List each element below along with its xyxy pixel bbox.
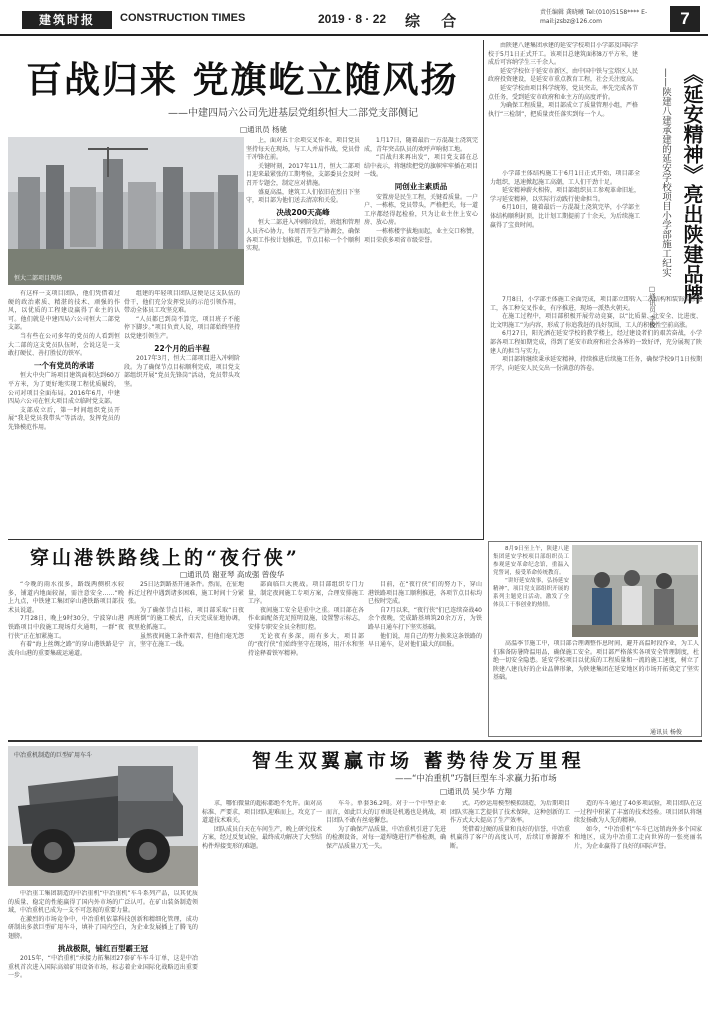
paragraph: 中冶重工集团制造的中冶重机“中冶重机”车斗系列产品，以其优质的质量、稳定的性能赢得了国内外市场的广泛认可。在矿山装备制造领域，中冶重机已成为一支不可忽视的重要力量。: [8, 890, 198, 915]
story4-column-2: [326, 800, 446, 1018]
paragraph: 7月8日，小学部主体施工全面完成，项目部立即转入二次结构和装饰装修施工，各工种交叉作业，有序推进，现场一派热火朝天。: [490, 296, 702, 312]
paragraph: “今晚的雨水很多，路线两侧积水较多，铺道内地面较湿，需注意安全……”晚上九点，中铁建工集团穿山港铁路项目部技术员说道。: [8, 581, 124, 614]
story1-headline: 百战归来 党旗屹立随风扬: [26, 59, 459, 101]
subheading: 22个月的后半程: [154, 343, 210, 353]
photo-city-caption: 恒大二部项目现场: [14, 275, 63, 282]
paragraph: 有这样一支项目团队，他们凭借着过硬的政治素质、精湛的技术、顽强的作风，以优质的工程建设赢得了业主的认可。他们就是中建四局六公司恒大二部党支部。: [8, 290, 120, 332]
paragraph: 无论夜有多深，雨有多大，项目部的“夜行侠”们始终坚守在现场，用汗水和坚持诠释着铁军精神。: [248, 632, 364, 657]
editor-info: 责任编辑 龚晓曦 Tel:(010)5158**** E-mail:jzsbz@126.com: [540, 9, 648, 25]
paragraph: 安置房是民生工程，关键看质量。一户户、一栋栋，党员带头，严格把关，每一道工序都经得起检验，只为让业主住上安心房、放心房。: [364, 193, 478, 227]
caption-line: 8月9日至上午，陕建八建集团延安学校项目部组织员工参观延安革命纪念馆，重温入党誓词，接受革命传统教育。: [493, 546, 569, 576]
paragraph: 自7月以来，“夜行侠”们已连续奋战40余个夜晚，完成路基填筑20余万方，为铁路早日通车打下坚实基础。: [368, 606, 482, 631]
paragraph: 在激烈的市场竞争中，中冶重机依靠科技创新和精细化管理，成功研制出多款巨型矿用车斗，填补了国内空白，为企业发展插上了腾飞的翅膀。: [8, 915, 198, 940]
paragraph: 7月28日，晚上9时30分，宁波穿山港铁路项目中段施工现场灯火通明，一群“夜行侠”正在加紧施工。: [8, 615, 124, 640]
lower-byline: 通讯员 杨俊: [650, 729, 682, 736]
story2-headline: 《延安精神》亮出陕建品牌: [680, 64, 704, 304]
paragraph: 部面临巨大挑战。项目部组织专门力量，制定夜间施工专项方案，合理安排施工工序。: [248, 581, 364, 606]
issue-date: 2019 · 8 · 22: [318, 12, 387, 26]
paragraph: 为了确保节点目标，项目部采取“日夜两班倒”的施工模式，白天完成征地协调，夜里抢抓施工。: [128, 606, 244, 631]
story3-column-4: [368, 581, 482, 731]
paragraph: 小学部主体结构施工于6月1日正式开始，项目部全力组织，迅速掀起施工高潮，工人们干劲十足。: [490, 170, 640, 186]
paragraph: 延安学校位于延安市新区，由中国中铁与宝塔区人民政府投资建设，是延安市重点教育工程，社会关注度高。: [488, 67, 638, 84]
story4-intro: [8, 890, 198, 1018]
paragraph: 项目部将继续秉承延安精神，持续推进后续施工任务，确保学校9月1日按期开学，向延安人民交出一份满意的答卷。: [490, 356, 702, 372]
paragraph: 一栋栋楼宇拔地而起，业主交口称赞，项目荣获多项省市级荣誉。: [364, 227, 478, 244]
story3-headline: 穿山港铁路线上的“夜行侠”: [30, 547, 300, 569]
story3-column-3: [248, 581, 364, 731]
paragraph: “百战归来再出发”，项目党支部在总结中表示，将继续把党的旗帜牢牢插在项目一线。: [364, 154, 478, 179]
paragraph: 为了确保产品质量，中冶重机引进了先进的检测设备，对每一道焊缝进行严格检测，确保产品质量万无一失。: [326, 825, 446, 850]
caption-line: “讲好延安故事，弘扬延安精神”，项目党支部组织开展的系列主题党日活动，激发了全体员工干事创业的热情。: [493, 578, 569, 608]
photo-workers: [572, 545, 698, 637]
paragraph: 如今，“中冶重机”车斗已远销海外多个国家和地区，成为中冶重工走向世界的一张亮丽名片，为企业赢得了良好的国际声誉。: [574, 825, 702, 850]
paragraph: 虽然夜间施工条件艰苦，但他们毫无怨言，坚守在施工一线。: [128, 632, 244, 649]
paragraph: 高温季节施工中，项目部合理调整作息时间，避开高温时段作业，为工人们准备防暑降温用品，确保施工安全。项目部严格落实各项安全管理制度，杜绝一切安全隐患。延安学校项目以优质的工程质量和一流的施工速度，树立了陕建八建良好的企业品牌形象，为陕建集团在延安地区的市场开拓奠定了坚实基础。: [493, 640, 699, 682]
photo-mining-truck: [8, 746, 198, 886]
newspaper-logo: 建筑时报: [22, 11, 112, 29]
english-title: CONSTRUCTION TIMES: [120, 12, 246, 24]
story2-full-text: [490, 296, 702, 531]
paragraph: 恒大二部进入冲刺阶段后，班组和管理人员齐心协力，每周召开生产协调会，确保各项工作按计划推进，节点目标一个个顺利实现。: [246, 219, 360, 253]
story3-column-1: [8, 581, 124, 731]
paragraph: 式。巧妙运用模型模拟制造，为后期项目团队实施工艺提供了技术保障，这种创新的工作方式大大提高了生产效率。: [450, 800, 570, 825]
paragraph: 支部成立后，第一时间组织党员开展“我是党员我带头”等活动，发挥党员的先锋模范作用。: [8, 406, 120, 431]
paragraph: 恒大中央广场项目建筑面积达到60万平方米，为了更好地实现工程优质履约，公司对项目全面布局。2016年6月，中建四局六公司在恒大项目成立临时党支部。: [8, 372, 120, 406]
section-divider: [8, 740, 702, 742]
story1-subhead: ——中建四局六公司先进基层党组织恒大二部党支部侧记: [168, 108, 418, 119]
story3-byline: □通讯员 谢亚琴 高成强 曾俊华: [180, 570, 285, 579]
paragraph: 当有些在公司多年的党员的人看到恒大二部的这支党员队伍时，会说这是一支敢打硬仗、善打胜仗的铁军。: [8, 332, 120, 358]
paragraph: 为确保工程质量，项目部成立了质量管理小组，严格执行“三检制”，把质量责任落实到每一个人。: [488, 102, 638, 118]
photo-caption: [493, 545, 569, 637]
story4-column-4: [574, 800, 702, 1018]
section-name: 综 合: [405, 12, 465, 30]
column-divider: [483, 40, 484, 540]
page-number: 7: [670, 6, 700, 32]
paragraph: 有着“海上丝绸之路”的穿山港铁路是宁波舟山港的重要集疏运通道。: [8, 641, 124, 657]
subheading: 一个有党员的承诺: [34, 360, 94, 370]
story2-byline: □通讯员 李俊: [648, 285, 656, 328]
paragraph: 2015年，“中冶重机”承接力拓集团27套矿车车斗订单，这是中冶重机首次进入国际高端矿用设备市场，标志着企业国际化战略迈出重要一步。: [8, 955, 198, 980]
story1-column-2: [124, 290, 240, 536]
paragraph: 造的车斗通过了40多项试验，项目团队在这一过程中积累了丰富的技术经验。项目团队将继续发扬敢为人先的精神。: [574, 800, 702, 825]
paragraph: 在施工过程中，项目部积极开展劳动竞赛，以“比质量、比安全、比进度、比文明施工”为内容，形成了你追我赶的良好氛围，工人的积极性空前高涨。: [490, 313, 702, 329]
paragraph: 6月27日，阳光洒在延安学校的教学楼上，经过建设者们的艰苦奋战，小学部各项工程如期完成，得到了延安市政府和社会各界的一致好评，充分展现了陕建人的担当与实力。: [490, 330, 702, 355]
paragraph: 求，哪怕微量的超标都绝不允许。面对高标准、严要求，项目团队迎难而上，攻克了一道道技术难关。: [202, 800, 322, 825]
paragraph: “人员都已到岗不算完，项目班子不能停下脚步。”项目负责人说，项目部始终坚持以党建引领生产。: [124, 315, 240, 340]
paragraph: 凭借着过硬的质量和良好的信誉，中冶重机赢得了客户的高度认可，后续订单源源不断。: [450, 825, 570, 850]
story1-column-3: [246, 137, 360, 537]
story2-column-2: [490, 170, 640, 290]
paragraph: 组建的年轻项目团队这便是这支队伍的骨干，他们充分发挥党员的示范引领作用，带动全体员工攻坚克难。: [124, 290, 240, 315]
subheading: 挑战极限，铺红百型霸王冠: [58, 943, 148, 953]
paragraph: 盛夏高温，建筑工人们依旧在烈日下坚守，项目部为他们送去清凉和关爱。: [246, 188, 360, 205]
paragraph: 25日达到路基开通条件。然而，在征地拆迁过程中遇到诸多困难，施工时间十分紧张。: [128, 581, 244, 606]
story2-subhead: ——陕建八建承建的延安学校项目小学部施工纪实: [660, 68, 671, 277]
paragraph: 上，面对五十余项交叉作业，项目党员坚持每天在现场，与工人并肩作战，党员骨干冲锋在前。: [246, 137, 360, 162]
story1-column-1: [8, 290, 120, 536]
story4-headline: 智生双翼赢市场 蓄势待发万里程: [252, 750, 585, 772]
story3-column-2: [128, 581, 244, 731]
story2-lower-text: [493, 640, 699, 726]
paragraph: 夜间施工安全是重中之重。项目部在各作业面配备充足照明设施，设置警示标志，安排专职安全员全程盯控。: [248, 606, 364, 631]
paragraph: 2017年3月，恒大二部项目进入冲刺阶段。为了确保节点目标顺利完成，项目党支部组织开展“党员先锋岗”活动，党员带头攻坚。: [124, 355, 240, 388]
story1-byline: □通讯员 杨驰: [240, 125, 287, 134]
paragraph: 由陕建八建集团承建的延安学校项目小学部及国际学校于5月1日正式开工。该项目总建筑面积8万平方米，建成后可容纳学生三千余人。: [488, 42, 638, 67]
story4-subhead: ——“中冶重机”巧制巨型车斗求赢力拓市场: [395, 774, 557, 784]
section-divider: [8, 539, 483, 540]
paragraph: 1月17日，随着最后一方混凝土浇筑完成，青年突击队员的欢呼声响彻工地。: [364, 137, 478, 153]
photo-truck-caption: 中冶重机制造的巨型矿用车斗: [14, 752, 93, 759]
story4-column-3: [450, 800, 570, 1018]
photo-construction-site: [8, 137, 244, 285]
paragraph: 延安精神薪火相传，项目部组织员工参观革命旧址，学习延安精神，以实际行动践行使命担当。: [490, 187, 640, 203]
paragraph: 团队成员白天在车间生产，晚上研究技术方案，经过反复试验，最终成功解决了大型结构件焊接变形的难题。: [202, 825, 322, 850]
story4-column-1: [202, 800, 322, 1018]
paragraph: 车斗。单套36.2吨。对于一个中型企业而言，如此巨大的订单既是机遇也是挑战，项目团队不敢有丝毫懈怠。: [326, 800, 446, 825]
paragraph: 关键时刻，2017年11月，恒大二部项目迎来最紧张的工期考验，支部委员会及时召开专题会，制定应对措施。: [246, 162, 360, 187]
subheading: 同创业主素质品: [394, 181, 448, 191]
subheading: 决战200天高峰: [276, 207, 330, 217]
paragraph: 目前，在“夜行侠”们的努力下，穿山港铁路项目施工顺利推进，各项节点目标均已按时完成。: [368, 581, 482, 606]
story1-column-4: [364, 137, 478, 537]
paragraph: 6月10日，随着最后一方混凝土浇筑完毕，小学部主体结构顺利封顶，比计划工期提前了十余天，为后续施工赢得了宝贵时间。: [490, 204, 640, 229]
paragraph: 他们说，用自己的努力换来这条铁路的早日通车，是对他们最大的回报。: [368, 632, 482, 649]
story4-byline: □通讯员 吴少华 方翔: [440, 787, 512, 796]
paragraph: 延安学校由项目科学统筹，党员突击，率先完成各节点任务，受到延安市政府和业主方的高度评价。: [488, 84, 638, 101]
